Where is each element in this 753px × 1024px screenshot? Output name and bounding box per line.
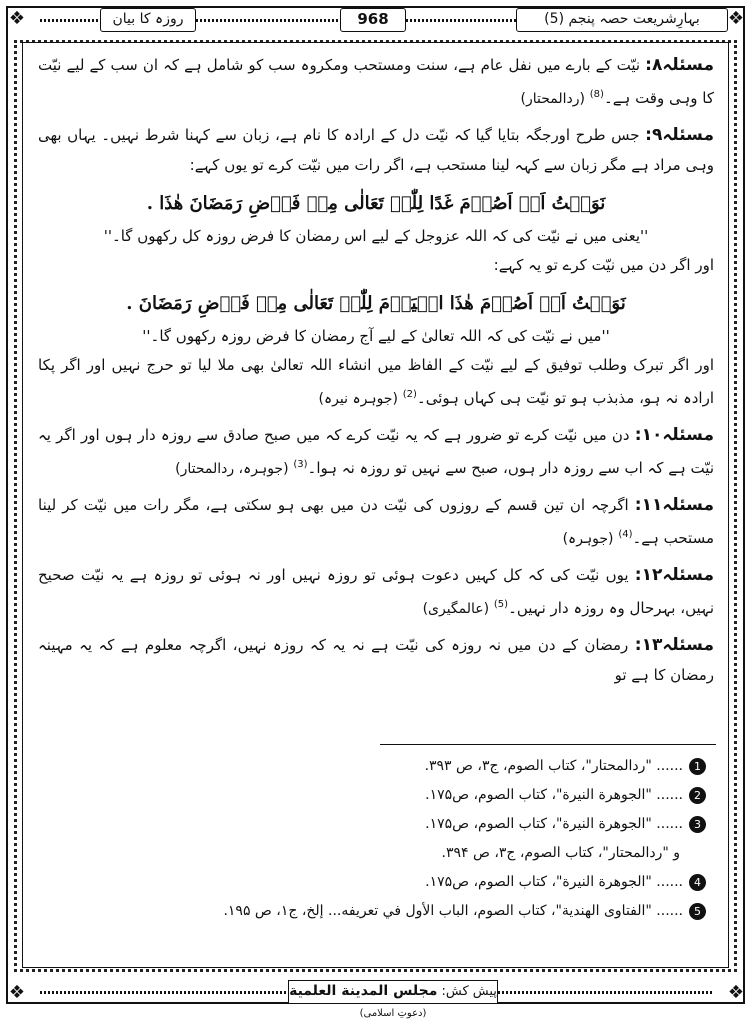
source-ref: (جوہرہ نیرہ)	[318, 391, 398, 407]
header-divider	[196, 19, 340, 22]
footnote-text: و "ردالمحتار"، كتاب الصوم، ج۳، ص ۳۹۴.	[441, 845, 680, 861]
footnote-item	[38, 897, 714, 926]
masla-paragraph	[38, 490, 714, 554]
main-text	[38, 50, 714, 696]
masla-text: دن میں نیّت کرے تو ضرور ہے کہ یہ نیّت کرے کہ میں صبح صادق سے روزہ دار ہوں اور اگر یہ نیّت ہے کہ اب سے روزہ دار ہوں، صبح سے نہیں تو روزہ نہ ہوا۔	[38, 426, 714, 477]
publisher-name: مجلس المدينة العلمية	[289, 983, 438, 999]
source-ref: (ردالمحتار)	[520, 91, 585, 107]
footnote-number: 5	[689, 903, 706, 920]
masla-label: مسئلہ۱۰:	[634, 425, 714, 445]
corner-ornament-icon: ❖	[8, 982, 26, 1003]
footnote-text: ...... "الجوهرة النيرة"، كتاب الصوم، ص۱۷۵.	[425, 874, 683, 890]
niyyah-translation-day: ''میں نے نیّت کی کہ اللہ تعالیٰ کے لیے آج رمضان کا فرض روزہ رکھوں گا۔''	[142, 327, 610, 345]
footer-divider	[40, 991, 288, 994]
masla-paragraph	[38, 560, 714, 624]
footnote-text: ...... "ردالمحتار"، كتاب الصوم، ج۳، ص ۳۹۳.	[424, 758, 683, 774]
masla-paragraph	[38, 120, 714, 180]
masla-text: یوں نیّت کی کہ کل کہیں دعوت ہوئی تو روزہ نہیں اور نہ ہوئی تو روزہ ہے یہ نیّت صحیح نہیں، بہرحال وہ روزہ دار نہیں۔	[38, 566, 714, 617]
footnote-mark: (2)	[402, 389, 417, 400]
footnote-divider	[380, 744, 716, 745]
masla-text: جس طرح اورجگہ بتایا گیا کہ نیّت دل کے ارادہ کا نام ہے، زبان سے کہنا شرط نہیں۔ یہاں بھی وہی مراد ہے مگر زبان سے کہہ لینا مستحب ہے، اگر رات میں نیّت کرے تو یوں کہے:	[38, 126, 714, 174]
footnote-item	[38, 868, 714, 897]
niyyah-arabic-night: نَوَیۡتُ اَنۡ اَصُوۡمَ غَدًا لِلّٰہِ تَعَالٰی مِنۡ فَرۡضِ رَمَضَانَ ھٰذَا .	[146, 193, 606, 214]
page-header	[40, 4, 713, 34]
corner-ornament-icon: ❖	[727, 8, 745, 29]
footnote-mark: (8)	[589, 89, 604, 100]
footnote-mark: (5)	[493, 599, 509, 610]
masla-label: مسئلہ۸:	[645, 55, 714, 75]
source-ref: (جوہرہ، ردالمحتار)	[175, 461, 289, 477]
day-intro: اور اگر دن میں نیّت کرے تو یہ کہے:	[493, 256, 714, 274]
footnote-number: 1	[689, 758, 706, 775]
footnote-mark: (3)	[293, 459, 308, 470]
niyyah-translation-night: ''یعنی میں نے نیّت کی کہ اللہ عزوجل کے لیے اس رمضان کا فرض روزہ کل رکھوں گا۔''	[103, 227, 649, 245]
footnote-item	[38, 839, 714, 868]
masla-paragraph	[38, 630, 714, 690]
masla-paragraph	[38, 420, 714, 484]
footnote-number: 3	[689, 816, 706, 833]
source-ref: (جوہرہ)	[562, 531, 614, 547]
source-ref: (عالمگیری)	[422, 601, 490, 617]
header-divider	[406, 19, 516, 22]
publisher-prefix: پیش کش:	[441, 984, 497, 999]
masla-text: نیّت کے بارے میں نفل عام ہے، سنت ومستحب ومکروہ سب کو شامل ہے کہ ان سب کے لیے نیّت کا وہی وقت ہے۔	[38, 56, 714, 107]
footnote-item	[38, 810, 714, 839]
footnote-item	[38, 781, 714, 810]
footnote-text: ...... "الفتاوى الهندية"، كتاب الصوم، الباب الأول في تعريفه... إلخ، ج۱، ص ۱۹۵.	[223, 903, 683, 919]
footnote-text: ...... "الجوهرة النيرة"، كتاب الصوم، ص۱۷۵.	[425, 816, 683, 832]
tabarruk-text: اور اگر تبرک وطلب توفیق کے لیے نیّت کے الفاظ میں انشاء اللہ تعالیٰ بھی ملا لیا تو حرج نہیں اور اگر پکا ارادہ نہ ہو، مذبذب ہو تو نیّت ہی کہاں ہوئی۔	[38, 356, 714, 407]
section-title: روزہ کا بیان	[100, 8, 196, 32]
masla-label: مسئلہ۹:	[645, 125, 714, 145]
masla-paragraph	[38, 50, 714, 114]
footnote-item	[38, 752, 714, 781]
niyyah-arabic-day: نَوَیۡتُ اَنۡ اَصُوۡمَ ھٰذَا الۡیَوۡمَ لِلّٰہِ تَعَالٰی مِنۡ فَرۡضِ رَمَضَانَ .	[126, 293, 626, 314]
tabarruk-paragraph	[38, 350, 714, 414]
footnote-number: 2	[689, 787, 706, 804]
masla-label: مسئلہ۱۲:	[634, 565, 714, 585]
masla-label: مسئلہ۱۳:	[634, 635, 714, 655]
corner-ornament-icon: ❖	[8, 8, 26, 29]
masla-text: رمضان کے دن میں نہ روزہ کی نیّت ہے نہ یہ کہ روزہ نہیں، اگرچہ معلوم ہے کہ یہ مہینہ رمضان کا ہے تو	[38, 636, 714, 684]
footnote-mark: (4)	[618, 529, 633, 540]
header-divider	[40, 19, 100, 22]
corner-ornament-icon: ❖	[727, 982, 745, 1003]
masla-text: اگرچہ ان تین قسم کے روزوں کی نیّت دن میں بھی ہو سکتی ہے، مگر رات میں نیّت کر لینا مستحب ہے۔	[38, 496, 714, 547]
page-footer	[40, 978, 713, 1019]
book-title: بہارِشریعت حصہ پنجم (5)	[516, 8, 728, 32]
footnotes	[38, 752, 714, 926]
page-number: 968	[340, 8, 406, 32]
footnote-number: 4	[689, 874, 706, 891]
footnote-text: ...... "الجوهرة النيرة"، كتاب الصوم، ص۱۷۵.	[425, 787, 683, 803]
publisher-box	[288, 980, 498, 1019]
publisher-sub: (دعوتِ اسلامی)	[359, 1008, 427, 1019]
footer-divider	[498, 991, 713, 994]
masla-label: مسئلہ۱۱:	[634, 495, 714, 515]
